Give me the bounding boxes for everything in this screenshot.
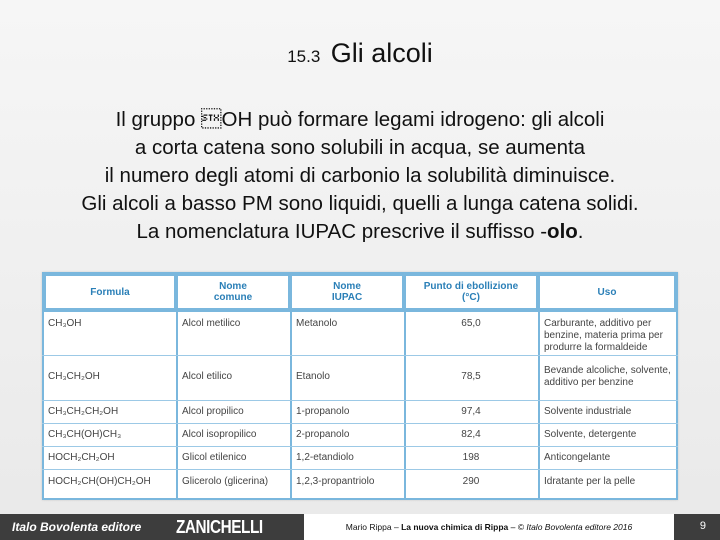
column-divider	[538, 312, 540, 500]
row-divider	[42, 400, 678, 401]
alcohols-table	[42, 272, 678, 500]
suffix-highlight: olo	[547, 220, 578, 243]
use-line: Carburante, additivo per	[544, 318, 652, 329]
cell-boiling-point: 198	[462, 452, 480, 463]
row-divider	[42, 355, 678, 356]
cell-boiling-point: 290	[462, 476, 480, 487]
footer-bar	[0, 514, 720, 540]
cell-common-name: Alcol propilico	[182, 406, 244, 417]
column-divider	[176, 312, 178, 500]
cell-boiling-point: 82,4	[461, 429, 481, 440]
cell-use	[544, 429, 636, 441]
slide-paragraph	[0, 106, 720, 246]
header-label: Formula	[90, 286, 130, 298]
slide-title: Gli alcoli	[330, 38, 433, 68]
cell-formula: CH₃CH₂OH	[48, 371, 100, 382]
paragraph-line: Il gruppo OH può formare legami idrogeno: gli alcoli	[115, 108, 605, 131]
header-use	[540, 276, 674, 308]
paragraph-line: a corta catena sono solubili in acqua, se aumenta	[134, 136, 586, 159]
cell-formula: HOCH₂CH₂OH	[48, 452, 115, 463]
use-line: produrre la formaldeide	[544, 342, 648, 353]
page-number: 9	[699, 520, 706, 532]
header-label: IUPAC	[331, 292, 363, 303]
table-header	[42, 272, 678, 312]
paragraph-period: .	[577, 220, 584, 243]
use-line: additivo per benzine	[544, 377, 634, 388]
cell-common-name: Alcol isopropilico	[182, 429, 257, 440]
paragraph-line: Gli alcoli a basso PM sono liquidi, quelli a lunga catena solidi.	[81, 192, 639, 215]
cell-formula: CH₃CH₂CH₂OH	[48, 406, 119, 417]
section-number: 15.3	[287, 47, 321, 66]
cell-iupac-name: 1,2-etandiolo	[296, 452, 354, 463]
cell-formula: HOCH₂CH(OH)CH₂OH	[48, 476, 151, 487]
cell-iupac-name: 2-propanolo	[296, 429, 350, 440]
use-line: benzine, materia prima per	[544, 330, 663, 341]
cell-formula: CH₃OH	[48, 318, 82, 329]
zanichelli-logo: ZANICHELLI	[176, 517, 263, 537]
row-divider	[42, 469, 678, 470]
cell-boiling-point: 78,5	[461, 371, 481, 382]
cell-boiling-point: 65,0	[461, 318, 481, 329]
header-label: Nome	[219, 281, 247, 292]
cell-iupac-name: 1,2,3-propantriolo	[296, 476, 375, 487]
cell-use	[544, 476, 635, 488]
use-line: Solvente, detergente	[544, 429, 637, 440]
header-label: Punto di ebollizione	[423, 281, 519, 292]
cell-iupac-name: Etanolo	[296, 371, 330, 382]
use-line: Anticongelante	[544, 452, 611, 463]
header-boiling-point	[406, 276, 536, 308]
header-formula	[46, 276, 174, 308]
header-label: (°C)	[462, 292, 480, 303]
header-label: Nome	[333, 281, 361, 292]
use-line: Solvente industriale	[544, 406, 632, 417]
credit-line	[304, 514, 674, 540]
row-divider	[42, 446, 678, 447]
cell-common-name: Glicol etilenico	[182, 452, 247, 463]
cell-common-name: Alcol etilico	[182, 371, 233, 382]
paragraph-line-last	[0, 218, 720, 246]
publisher-logo: Italo Bovolenta editore	[12, 520, 142, 534]
cell-iupac-name: 1-propanolo	[296, 406, 350, 417]
cell-formula: CH₃CH(OH)CH₃	[48, 429, 122, 440]
cell-boiling-point: 97,4	[461, 406, 481, 417]
header-label: Uso	[597, 286, 617, 298]
paragraph-text: La nomenclatura IUPAC prescrive il suffisso -	[136, 220, 548, 243]
credit-author: Mario Rippa –	[345, 522, 402, 532]
use-line: Bevande alcoliche, solvente,	[544, 365, 671, 376]
cell-use	[544, 365, 671, 389]
header-common-name	[178, 276, 288, 308]
credit-publisher: – © Italo Bovolenta editore 2016	[508, 522, 633, 532]
paragraph-line: il numero degli atomi di carbonio la solubilità diminuisce.	[104, 164, 616, 187]
slide-title-block	[0, 38, 720, 69]
credit-book-title: La nuova chimica di Rippa	[401, 522, 509, 532]
cell-common-name: Alcol metilico	[182, 318, 241, 329]
use-line: Idratante per la pelle	[544, 476, 636, 487]
cell-use	[544, 406, 631, 418]
header-iupac-name	[292, 276, 402, 308]
row-divider	[42, 423, 678, 424]
cell-use	[544, 318, 663, 354]
cell-common-name: Glicerolo (glicerina)	[182, 476, 269, 487]
cell-use	[544, 452, 610, 464]
header-label: comune	[213, 292, 253, 303]
column-divider	[290, 312, 292, 500]
cell-iupac-name: Metanolo	[296, 318, 338, 329]
